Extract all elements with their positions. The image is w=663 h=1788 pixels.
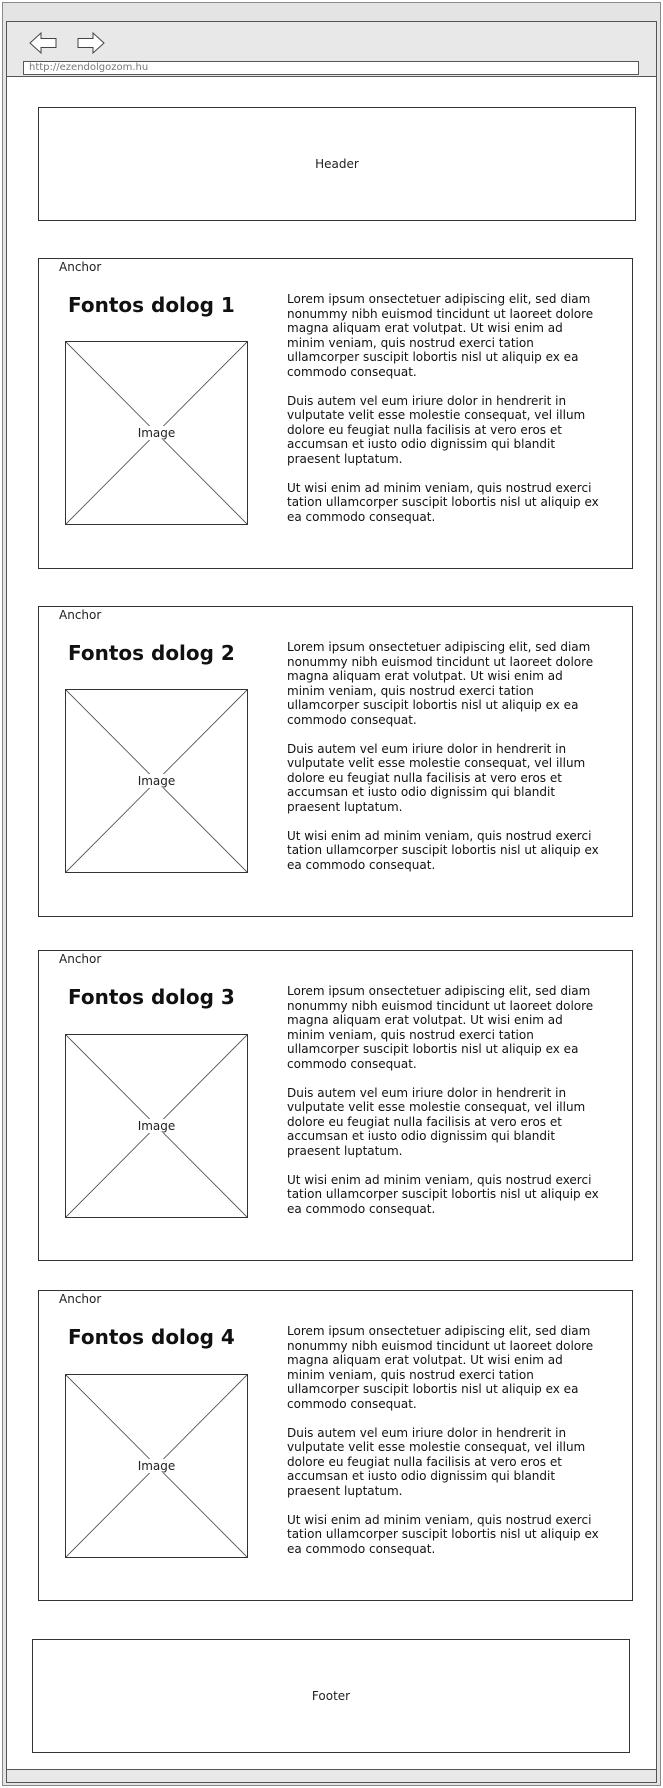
image-label: Image	[137, 774, 176, 788]
paragraph: Duis autem vel eum iriure dolor in hendrerit in vulputate velit esse molestie consequat, vel illum dolore eu feugiat nulla facilisis at vero eros et accumsan et iusto odio dignissim qui blandit praesent luptatum.	[287, 1085, 586, 1158]
paragraph: Ut wisi enim ad minim veniam, quis nostrud exerci tation ullamcorper suscipit lobortis nisl ut aliquip ex ea commodo consequat.	[287, 828, 599, 872]
section-title: Fontos dolog 4	[68, 1325, 235, 1349]
section-1	[38, 258, 633, 569]
anchor-link[interactable]: Anchor	[59, 952, 102, 966]
paragraph: Lorem ipsum onsectetuer adipiscing elit, sed diam nonummy nibh euismod tincidunt ut laoreet dolore magna aliquam erat volutpat. Ut wisi enim ad minim veniam, quis nostrud exerci tation ullamcorper suscipit lobortis nisl ut aliquip ex ea commodo consequat.	[287, 984, 594, 1071]
anchor-link[interactable]: Anchor	[59, 1292, 102, 1306]
section-text	[287, 640, 602, 886]
section-title: Fontos dolog 1	[68, 293, 235, 317]
paragraph: Lorem ipsum onsectetuer adipiscing elit, sed diam nonummy nibh euismod tincidunt ut laoreet dolore magna aliquam erat volutpat. Ut wisi enim ad minim veniam, quis nostrud exerci tation ullamcorper suscipit lobortis nisl ut aliquip ex ea commodo consequat.	[287, 292, 594, 379]
image-placeholder	[65, 689, 248, 873]
section-text	[287, 984, 602, 1230]
arrow-right-icon	[76, 31, 106, 55]
section-text	[287, 292, 602, 538]
image-placeholder	[65, 1034, 248, 1218]
header-label: Header	[315, 157, 359, 171]
back-button[interactable]	[28, 31, 58, 55]
arrow-left-icon	[28, 31, 58, 55]
anchor-link[interactable]: Anchor	[59, 260, 102, 274]
address-bar[interactable]: http://ezendolgozom.hu	[23, 61, 639, 75]
paragraph: Duis autem vel eum iriure dolor in hendrerit in vulputate velit esse molestie consequat, vel illum dolore eu feugiat nulla facilisis at vero eros et accumsan et iusto odio dignissim qui blandit praesent luptatum.	[287, 741, 586, 814]
image-placeholder	[65, 341, 248, 525]
paragraph: Ut wisi enim ad minim veniam, quis nostrud exerci tation ullamcorper suscipit lobortis nisl ut aliquip ex ea commodo consequat.	[287, 1172, 599, 1216]
footer-label: Footer	[311, 1689, 351, 1703]
image-label: Image	[137, 1119, 176, 1133]
paragraph: Duis autem vel eum iriure dolor in hendrerit in vulputate velit esse molestie consequat, vel illum dolore eu feugiat nulla facilisis at vero eros et accumsan et iusto odio dignissim qui blandit praesent luptatum.	[287, 1425, 586, 1498]
paragraph: Duis autem vel eum iriure dolor in hendrerit in vulputate velit esse molestie consequat, vel illum dolore eu feugiat nulla facilisis at vero eros et accumsan et iusto odio dignissim qui blandit praesent luptatum.	[287, 393, 586, 466]
section-title: Fontos dolog 3	[68, 985, 235, 1009]
section-2	[38, 606, 633, 917]
footer-placeholder	[32, 1639, 630, 1753]
section-4	[38, 1290, 633, 1601]
paragraph: Ut wisi enim ad minim veniam, quis nostrud exerci tation ullamcorper suscipit lobortis nisl ut aliquip ex ea commodo consequat.	[287, 1512, 599, 1556]
image-label: Image	[137, 426, 176, 440]
forward-button[interactable]	[76, 31, 106, 55]
section-3	[38, 950, 633, 1261]
header-placeholder	[38, 107, 636, 221]
image-label: Image	[137, 1459, 176, 1473]
image-placeholder	[65, 1374, 248, 1558]
anchor-link[interactable]: Anchor	[59, 608, 102, 622]
section-title: Fontos dolog 2	[68, 641, 235, 665]
section-text	[287, 1324, 602, 1570]
paragraph: Lorem ipsum onsectetuer adipiscing elit, sed diam nonummy nibh euismod tincidunt ut laoreet dolore magna aliquam erat volutpat. Ut wisi enim ad minim veniam, quis nostrud exerci tation ullamcorper suscipit lobortis nisl ut aliquip ex ea commodo consequat.	[287, 1324, 594, 1411]
browser-status-bar	[7, 1769, 656, 1782]
paragraph: Lorem ipsum onsectetuer adipiscing elit, sed diam nonummy nibh euismod tincidunt ut laoreet dolore magna aliquam erat volutpat. Ut wisi enim ad minim veniam, quis nostrud exerci tation ullamcorper suscipit lobortis nisl ut aliquip ex ea commodo consequat.	[287, 640, 594, 727]
paragraph: Ut wisi enim ad minim veniam, quis nostrud exerci tation ullamcorper suscipit lobortis nisl ut aliquip ex ea commodo consequat.	[287, 480, 599, 524]
